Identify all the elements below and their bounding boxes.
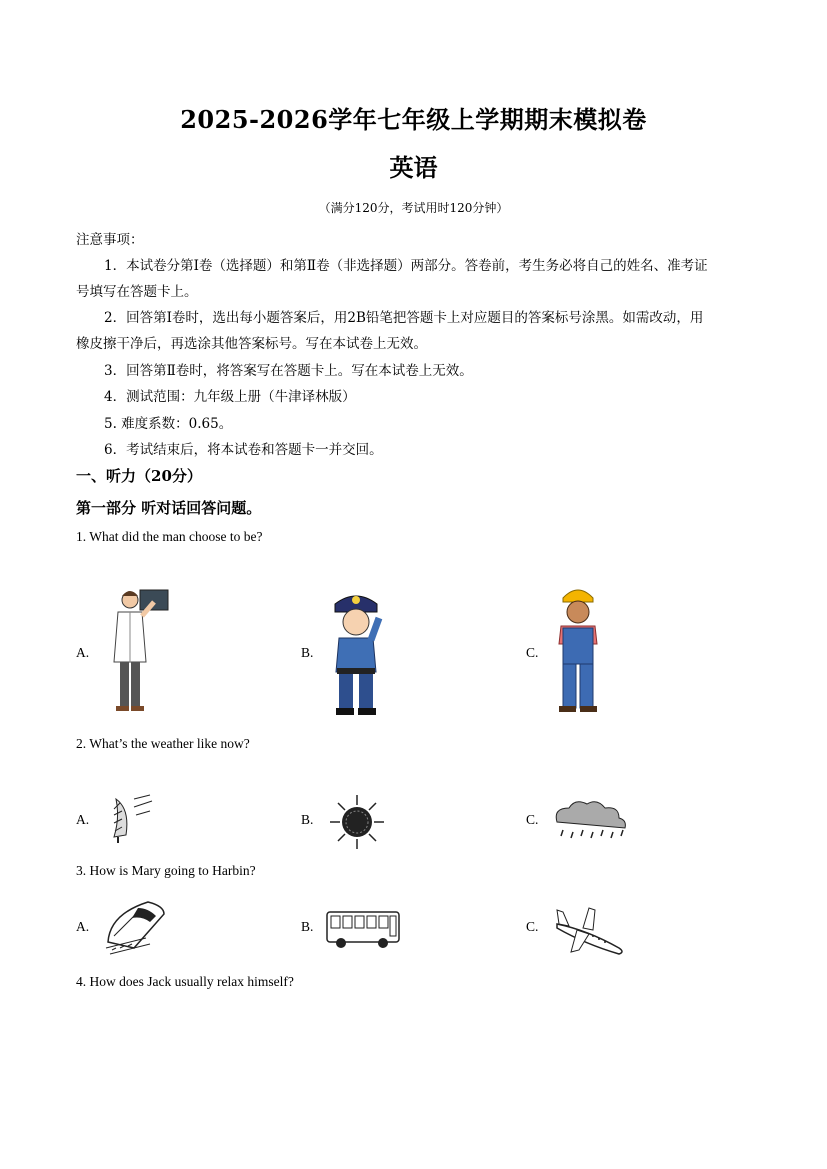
score-note: （满分120分，考试用时120分钟） xyxy=(318,201,509,215)
police-officer-icon xyxy=(327,590,385,718)
notice-item: 号填写在答题卡上。 xyxy=(76,284,198,300)
notice-item: 1．本试卷分第Ⅰ卷（选择题）和第Ⅱ卷（非选择题）两部分。答卷前，考生务必将自己的姓名、准考证 xyxy=(104,258,708,274)
notice-item: 2．回答第Ⅰ卷时，选出每小题答案后，用2B铅笔把答题卡上对应题目的答案标号涂黑。如需改动，用 xyxy=(104,310,704,326)
question-text: 2. What’s the weather like now? xyxy=(76,736,250,751)
train-icon xyxy=(104,898,168,956)
notice-item: 3．回答第Ⅱ卷时，将答案写在答题卡上。写在本试卷上无效。 xyxy=(104,363,473,379)
question-text: 4. How does Jack usually relax himself? xyxy=(76,974,294,989)
subject-title: 英语 xyxy=(389,153,438,182)
sunny-icon xyxy=(328,793,386,851)
option-label[interactable]: A. xyxy=(76,645,90,660)
notice-item: 6．考试结束后，将本试卷和答题卡一并交回。 xyxy=(104,442,383,458)
option-label[interactable]: B. xyxy=(301,812,314,827)
option-label[interactable]: A. xyxy=(76,812,90,827)
option-label[interactable]: C. xyxy=(526,812,539,827)
notice-item: 橡皮擦干净后，再选涂其他答案标号。写在本试卷上无效。 xyxy=(76,336,427,352)
option-label[interactable]: C. xyxy=(526,645,539,660)
windy-icon xyxy=(104,793,156,845)
page-title: 2025-2026学年七年级上学期期末模拟卷 xyxy=(180,105,647,134)
question-text: 3. How is Mary going to Harbin? xyxy=(76,863,256,878)
notice-item: 5. 难度系数：0.65。 xyxy=(104,416,233,432)
option-label[interactable]: B. xyxy=(301,919,314,934)
section-title: 一、听力（20分） xyxy=(76,467,202,485)
option-label[interactable]: B. xyxy=(301,645,314,660)
notice-item: 4．测试范围：九年级上册（牛津译林版） xyxy=(104,389,356,405)
bus-icon xyxy=(325,908,401,950)
notice-heading: 注意事项： xyxy=(76,232,144,248)
doctor-icon xyxy=(100,586,172,718)
worker-icon xyxy=(549,584,607,720)
plane-icon xyxy=(553,902,625,958)
part-title: 第一部分 听对话回答问题。 xyxy=(76,499,262,517)
option-label[interactable]: A. xyxy=(76,919,90,934)
question-text: 1. What did the man choose to be? xyxy=(76,529,263,544)
rainy-icon xyxy=(551,798,635,844)
option-label[interactable]: C. xyxy=(526,919,539,934)
